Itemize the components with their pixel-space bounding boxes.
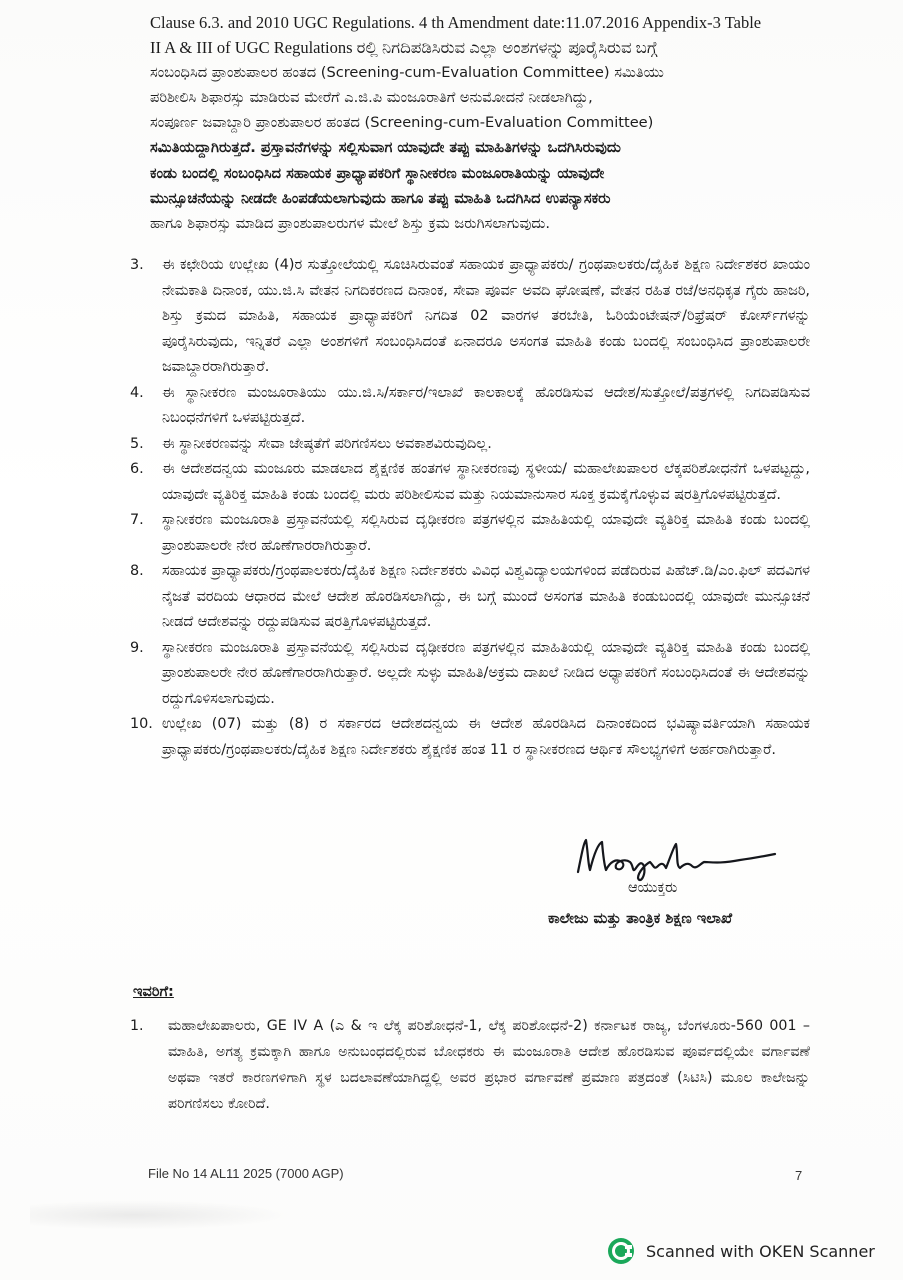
handwritten-signature [570, 832, 780, 887]
intro-line: ಕಂಡು ಬಂದಲ್ಲಿ ಸಂಬಂಧಿಸಿದ ಸಹಾಯಕ ಪ್ರಾಧ್ಯಾಪಕರಿಗೆ ಸ್ಥಾನೀಕರಣ ಮಂಜೂರಾತಿಯನ್ನು ಯಾವುದೇ [150, 164, 605, 182]
item-text: ಸ್ಥಾನೀಕರಣ ಮಂಜೂರಾತಿ ಪ್ರಸ್ತಾವನೆಯಲ್ಲಿ ಸಲ್ಲಿಸಿರುವ ದೃಢೀಕರಣ ಪತ್ರಗಳಲ್ಲಿನ ಮಾಹಿತಿಯಲ್ಲಿ ಯಾವುದೇ ವ್ಯತಿರಿಕ್ತ ಮಾಹಿತಿ ಕಂಡು ಬಂದಲ್ಲಿ ಪ್ರಾಂಶುಪಾಲರೇ ನೇರ ಹೊಣೆಗಾರರಾಗಿರುತ್ತಾರೆ. ಅಲ್ಲದೇ ಸುಳ್ಳು ಮಾಹಿತಿ/ಅಕ್ರಮ ದಾಖಲೆ ನೀಡಿದ ಅಧ್ಯಾಪಕರಿಗೆ ಸಂಬಂಧಿಸಿದಂತೆ ಈ ಆದೇಶವನ್ನು ರದ್ದುಗೊಳಿಸಲಾಗುವುದು. [162, 639, 810, 707]
signature-block [560, 832, 800, 912]
list-item [130, 432, 810, 458]
file-number: File No 14 AL11 2025 (7000 AGP) [148, 1166, 344, 1181]
intro-line: ಹಾಗೂ ಶಿಫಾರಸ್ಸು ಮಾಡಿದ ಪ್ರಾಂಶುಪಾಲರುಗಳ ಮೇಲೆ ಶಿಸ್ತು ಕ್ರಮ ಜರುಗಿಸಲಾಗುವುದು. [150, 214, 551, 232]
list-item [130, 559, 810, 636]
item-text: ಮಹಾಲೇಖಪಾಲರು, GE IV A (ಎ & ಇ ಲೆಕ್ಕ ಪರಿಶೋಧನೆ-1, ಲೆಕ್ಕ ಪರಿಶೋಧನೆ-2) ಕರ್ನಾಟಕ ರಾಜ್ಯ, ಬೆಂಗಳೂರು-560 001 – ಮಾಹಿತಿ, ಅಗತ್ಯ ಕ್ರಮಕ್ಕಾಗಿ ಹಾಗೂ ಅನುಬಂಧದಲ್ಲಿರುವ ಬೋಧಕರು ಈ ಮಂಜೂರಾತಿ ಆದೇಶ ಹೊರಡಿಸುವ ಪೂರ್ವದಲ್ಲಿಯೇ ವರ್ಗಾವಣೆ ಅಥವಾ ಇತರೆ ಕಾರಣಗಳಿಗಾಗಿ ಸ್ಥಳ ಬದಲಾವಣೆಯಾಗಿದ್ದಲ್ಲಿ ಅವರ ಪ್ರಭಾರ ವರ್ಗಾವಣೆ ಪ್ರಮಾಣ ಪತ್ರದಂತೆ (ಸಿಟಿಸಿ) ಮೂಲ ಕಾಲೇಜನ್ನು ಪರಿಗಣಿಸಲು ಕೋರಿದೆ. [168, 1018, 810, 1112]
scan-bleed-through [30, 1200, 290, 1230]
list-item [130, 636, 810, 713]
intro-line: ಸಮಿತಿಯದ್ದಾಗಿರುತ್ತದೆ. ಪ್ರಸ್ತಾವನೆಗಳನ್ನು ಸಲ್ಲಿಸುವಾಗ ಯಾವುದೇ ತಪ್ಪು ಮಾಹಿತಿಗಳನ್ನು ಒದಗಿಸಿರುವುದು [150, 139, 621, 157]
intro-line: ಮುನ್ಸೂಚನೆಯನ್ನು ನೀಡದೇ ಹಿಂಪಡೆಯಲಾಗುವುದು ಹಾಗೂ ತಪ್ಪು ಮಾಹಿತಿ ಒದಗಿಸಿದ ಉಪನ್ಯಾಸಕರು [150, 189, 611, 207]
item-number: 10. [130, 716, 153, 732]
page-number: 7 [795, 1168, 803, 1183]
oken-scanner-logo-icon [606, 1236, 636, 1266]
intro-line: ಸಂಬಂಧಿಸಿದ ಪ್ರಾಂಶುಪಾಲರ ಹಂತದ (Screening-cum-Evaluation Committee) ಸಮಿತಿಯು [150, 64, 664, 82]
intro-line: II A & III of UGC Regulations ರಲ್ಲಿ ನಿಗದಿಪಡಿಸಿರುವ ಎಲ್ಲಾ ಅಂಶಗಳನ್ನು ಪೂರೈಸಿರುವ ಬಗ್ಗೆ [150, 38, 658, 58]
item-number: 4. [130, 384, 144, 401]
item-text: ಸ್ಥಾನೀಕರಣ ಮಂಜೂರಾತಿ ಪ್ರಸ್ತಾವನೆಯಲ್ಲಿ ಸಲ್ಲಿಸಿರುವ ದೃಢೀಕರಣ ಪತ್ರಗಳಲ್ಲಿನ ಮಾಹಿತಿಯಲ್ಲಿ ಯಾವುದೇ ವ್ಯತಿರಿಕ್ತ ಮಾಹಿತಿ ಕಂಡು ಬಂದಲ್ಲಿ ಪ್ರಾಂಶುಪಾಲರೇ ನೇರ ಹೊಣೆಗಾರರಾಗಿರುತ್ತಾರೆ. [162, 512, 810, 554]
item-number: 8. [130, 563, 144, 579]
intro-line: ಪರಿಶೀಲಿಸಿ ಶಿಫಾರಸ್ಸು ಮಾಡಿರುವ ಮೇರೆಗೆ ಎ.ಜಿ.ಪಿ ಮಂಜೂರಾತಿಗೆ ಅನುಮೋದನೆ ನೀಡಲಾಗಿದ್ದು, [150, 89, 593, 107]
list-item [130, 253, 810, 381]
recipients-list [130, 1013, 810, 1117]
list-item [130, 457, 810, 508]
item-text: ಈ ಆದೇಶದನ್ವಯ ಮಂಜೂರು ಮಾಡಲಾದ ಶೈಕ್ಷಣಿಕ ಹಂತಗಳ ಸ್ಥಾನೀಕರಣವು ಸ್ಥಳೀಯ/ ಮಹಾಲೇಖಪಾಲರ ಲೆಕ್ಕಪರಿಶೋಧನೆಗೆ ಒಳಪಟ್ಟದ್ದು, ಯಾವುದೇ ವ್ಯತಿರಿಕ್ತ ಮಾಹಿತಿ ಕಂಡು ಬಂದಲ್ಲಿ ಮರು ಪರಿಶೀಲಿಸುವ ಮತ್ತು ನಿಯಮಾನುಸಾರ ಸೂಕ್ತ ಕ್ರಮಕೈಗೊಳ್ಳುವ ಷರತ್ತಿಗೊಳಪಟ್ಟಿರುತ್ತದೆ. [162, 461, 810, 503]
signatory-title: ಆಯುಕ್ತರು [628, 880, 678, 896]
item-number: 5. [130, 435, 144, 452]
numbered-conditions-list [130, 253, 810, 763]
signatory-department: ಕಾಲೇಜು ಮತ್ತು ತಾಂತ್ರಿಕ ಶಿಕ್ಷಣ ಇಲಾಖೆ [548, 910, 733, 927]
intro-line: Clause 6.3. and 2010 UGC Regulations. 4 th Amendment date:11.07.2016 Appendix-3 Table [150, 13, 762, 32]
intro-line: ಸಂಪೂರ್ಣ ಜವಾಬ್ದಾರಿ ಪ್ರಾಂಶುಪಾಲರ ಹಂತದ (Screening-cum-Evaluation Committee) [150, 114, 654, 132]
list-item [130, 1013, 810, 1117]
list-item [130, 712, 810, 763]
intro-paragraph [150, 10, 790, 236]
item-number: 1. [130, 1018, 144, 1034]
item-text: ಈ ಸ್ಥಾನೀಕರಣ ಮಂಜೂರಾತಿಯು ಯು.ಜಿ.ಸಿ/ಸರ್ಕಾರ/ಇಲಾಖೆ ಕಾಲಕಾಲಕ್ಕೆ ಹೊರಡಿಸುವ ಆದೇಶ/ಸುತ್ತೋಲೆ/ಪತ್ರಗಳಲ್ಲಿ ನಿಗದಿಪಡಿಸುವ ನಿಬಂಧನೆಗಳಿಗೆ ಒಳಪಟ್ಟಿರುತ್ತದೆ. [162, 384, 810, 426]
scanner-label: Scanned with OKEN Scanner [646, 1241, 875, 1261]
item-text: ಈ ಸ್ಥಾನೀಕರಣವನ್ನು ಸೇವಾ ಜೇಷ್ಠತೆಗೆ ಪರಿಗಣಿಸಲು ಅವಕಾಶವಿರುವುದಿಲ್ಲ. [162, 435, 492, 452]
item-number: 6. [130, 461, 144, 477]
item-text: ಈ ಕಛೇರಿಯ ಉಲ್ಲೇಖ (4)ರ ಸುತ್ತೋಲೆಯಲ್ಲಿ ಸೂಚಿಸಿರುವಂತೆ ಸಹಾಯಕ ಪ್ರಾಧ್ಯಾಪಕರು/ ಗ್ರಂಥಪಾಲಕರು/ದೈಹಿಕ ಶಿಕ್ಷಣ ನಿರ್ದೇಶಕರ ಖಾಯಂ ನೇಮಕಾತಿ ದಿನಾಂಕ, ಯು.ಜಿ.ಸಿ ವೇತನ ನಿಗದಿಕರಣದ ದಿನಾಂಕ, ಸೇವಾ ಪೂರ್ವ ಅವದಿ ಘೋಷಣೆ, ವೇತನ ರಹಿತ ರಜೆ/ಅನಧಿಕೃತ ಗೈರು ಹಾಜರಿ, ಶಿಸ್ತು ಕ್ರಮದ ಮಾಹಿತಿ, ಸಹಾಯಕ ಪ್ರಾಧ್ಯಾಪಕರಿಗೆ ನಿಗದಿತ 02 ವಾರಗಳ ತರಬೇತಿ, ಓರಿಯೆಂಟೇಷನ್/ರಿಫ್ರೆಷರ್ ಕೋರ್ಸ್‌ಗಳನ್ನು ಪೂರೈಸಿರುವುದು, ಇನ್ನಿತರೆ ಎಲ್ಲಾ ಅಂಶಗಳಿಗೆ ಸಂಬಂಧಿಸಿದಂತೆ ಏನಾದರೂ ಅಸಂಗತ ಮಾಹಿತಿ ಕಂಡು ಬಂದಲ್ಲಿ ಸಂಬಂಧಿಸಿದ ಪ್ರಾಂಶುಪಾಲರೇ ಜವಾಬ್ದಾರರಾಗಿರುತ್ತಾರೆ. [162, 257, 810, 375]
list-item [130, 508, 810, 559]
item-number: 3. [130, 257, 144, 273]
item-text: ಸಹಾಯಕ ಪ್ರಾಧ್ಯಾಪಕರು/ಗ್ರಂಥಪಾಲಕರು/ದೈಹಿಕ ಶಿಕ್ಷಣ ನಿರ್ದೇಶಕರು ವಿವಿಧ ವಿಶ್ವವಿದ್ಯಾಲಯಗಳಿಂದ ಪಡೆದಿರುವ ಪಿಹೆಚ್.ಡಿ/ಎಂ.ಫಿಲ್ ಪದವಿಗಳ ನೈಜತೆ ವರದಿಯ ಆಧಾರದ ಮೇಲೆ ಆದೇಶ ಹೊರಡಿಸಲಾಗಿದ್ದು, ಈ ಬಗ್ಗೆ ಮುಂದೆ ಅಸಂಗತ ಮಾಹಿತಿ ಕಂಡುಬಂದಲ್ಲಿ ಯಾವುದೇ ಮುನ್ಸೂಚನೆ ನೀಡದೆ ಆದೇಶವನ್ನು ರದ್ದುಪಡಿಸುವ ಷರತ್ತಿಗೊಳಪಟ್ಟಿರುತ್ತದೆ. [162, 563, 810, 630]
list-item [130, 381, 810, 432]
item-number: 7. [130, 512, 144, 528]
recipients-heading: ಇವರಿಗೆ: [133, 983, 174, 1000]
item-text: ಉಲ್ಲೇಖ (07) ಮತ್ತು (8) ರ ಸರ್ಕಾರದ ಆದೇಶದನ್ವಯ ಈ ಆದೇಶ ಹೊರಡಿಸಿದ ದಿನಾಂಕದಿಂದ ಭವಿಷ್ಯಾವರ್ತಿಯಾಗಿ ಸಹಾಯಕ ಪ್ರಾಧ್ಯಾಪಕರು/ಗ್ರಂಥಪಾಲಕರು/ದೈಹಿಕ ಶಿಕ್ಷಣ ನಿರ್ದೇಶಕರು ಶೈಕ್ಷಣಿಕ ಹಂತ 11 ರ ಸ್ಥಾನೀಕರಣದ ಆರ್ಥಿಕ ಸೌಲಭ್ಯಗಳಿಗೆ ಅರ್ಹರಾಗಿರುತ್ತಾರೆ. [162, 716, 810, 758]
item-number: 9. [130, 639, 144, 656]
scanner-watermark [606, 1236, 875, 1266]
